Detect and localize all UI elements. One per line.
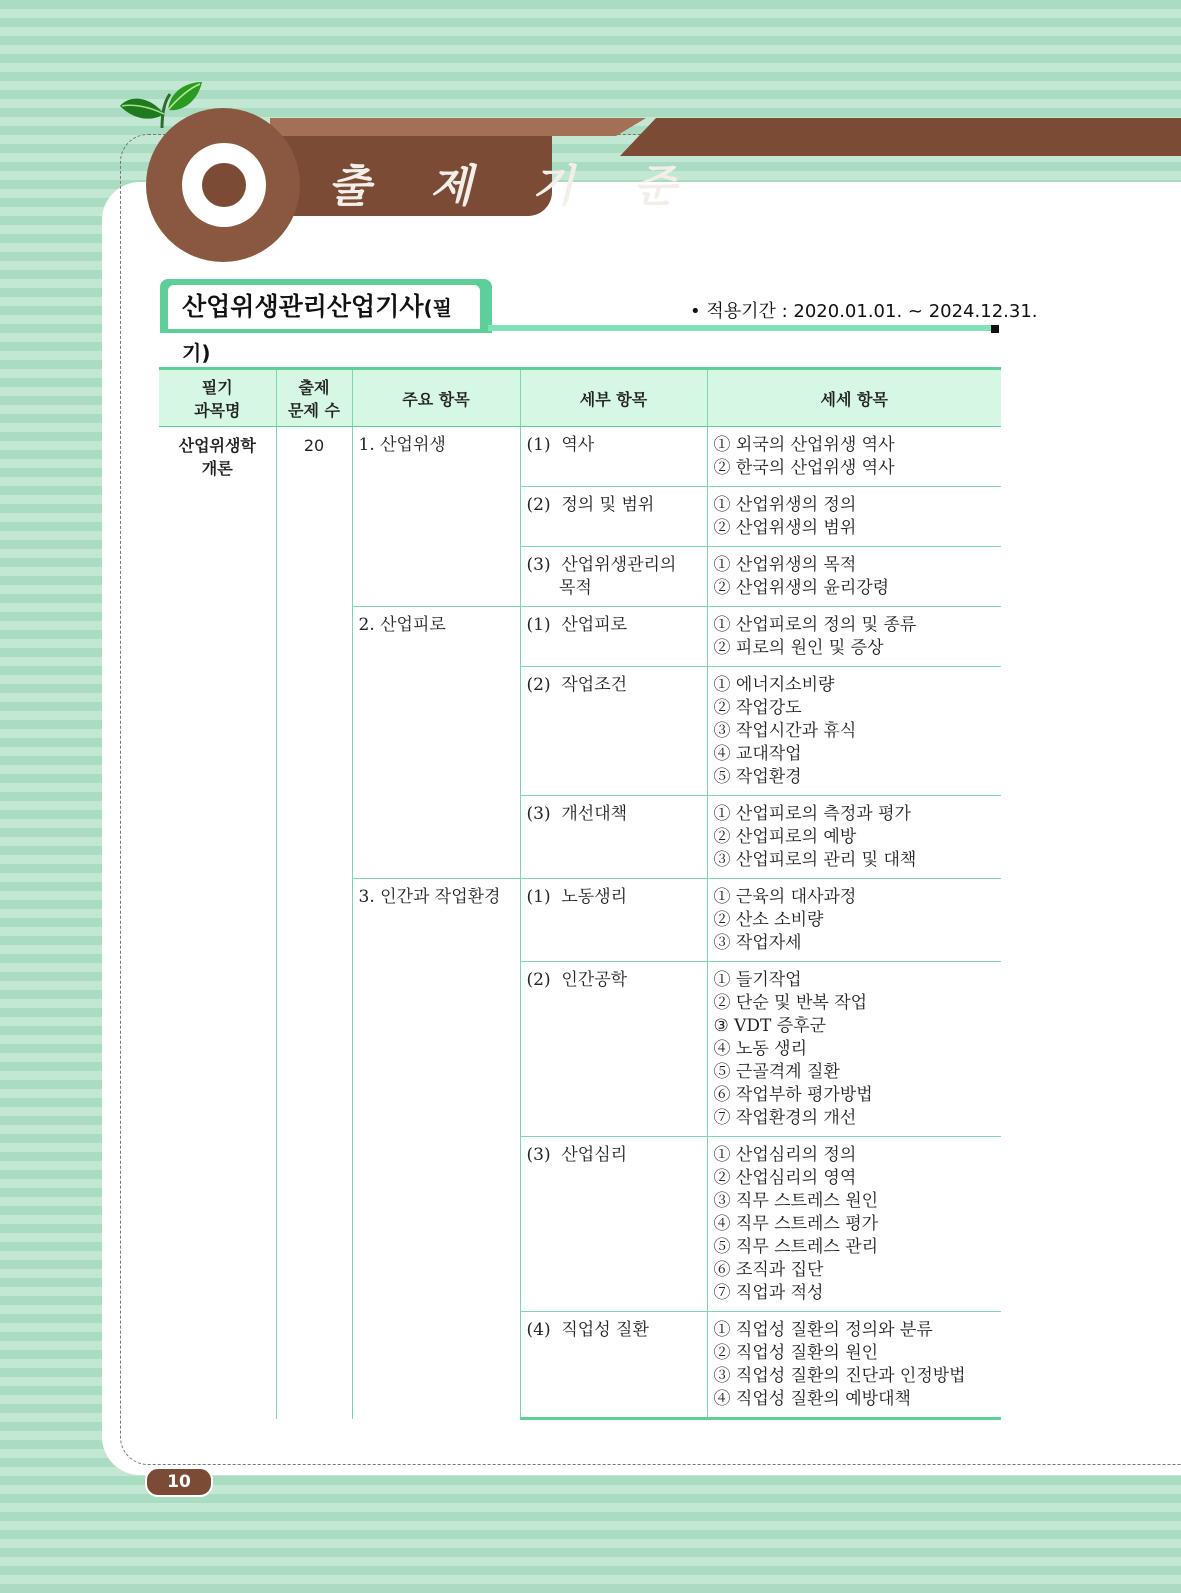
sub-item-cell — [520, 962, 707, 1137]
header-subject: 필기 과목명 — [159, 369, 276, 427]
title-disc-core — [202, 163, 246, 207]
header-bar — [620, 118, 1181, 156]
detail-item: ② 직업성 질환의 원인 — [713, 1343, 879, 1363]
detail-item-cell — [707, 962, 1001, 1137]
subject-name-cell: 산업위생학 개론 — [159, 427, 276, 1419]
sub-item-label: (1) 노동생리 — [526, 887, 628, 907]
header-count: 출제 문제 수 — [276, 369, 352, 427]
table-header-row — [159, 369, 1001, 427]
detail-item: ② 작업강도 — [713, 698, 802, 718]
detail-item: ④ 직업성 질환의 예방대책 — [713, 1389, 911, 1409]
detail-item: ③ VDT 증후군 — [713, 1016, 827, 1036]
detail-item: ④ 직무 스트레스 평가 — [713, 1214, 879, 1234]
main-item-cell: 1. 산업위생 — [352, 427, 520, 607]
sub-item-label: (2) 정의 및 범위 — [526, 495, 655, 515]
header-bar-accent — [270, 118, 646, 136]
detail-item: ⑤ 직무 스트레스 관리 — [713, 1237, 879, 1257]
subject-title — [168, 285, 480, 365]
detail-item: ① 산업피로의 정의 및 종류 — [713, 615, 917, 635]
main-item-cell: 3. 인간과 작업환경 — [352, 879, 520, 1419]
detail-item: ③ 작업시간과 휴식 — [713, 721, 857, 741]
sub-item-label: (3) 산업위생관리의 목적 — [526, 555, 677, 598]
detail-item: ⑤ 근골격계 질환 — [713, 1062, 840, 1082]
subject-underline-end — [991, 325, 999, 333]
sub-item-cell — [520, 607, 707, 667]
detail-item: ③ 직업성 질환의 진단과 인정방법 — [713, 1366, 966, 1386]
detail-item: ③ 직무 스트레스 원인 — [713, 1191, 879, 1211]
detail-item: ① 들기작업 — [713, 970, 802, 990]
detail-item: ② 산업피로의 예방 — [713, 827, 857, 847]
detail-item: ⑦ 작업환경의 개선 — [713, 1108, 857, 1128]
header-main-item: 주요 항목 — [352, 369, 520, 427]
subject-name: 산업위생관리산업기사 — [182, 292, 424, 321]
sub-item-cell — [520, 1312, 707, 1419]
detail-item-cell — [707, 487, 1001, 547]
sub-item-label: (3) 산업심리 — [526, 1145, 628, 1165]
application-period: • 적용기간 : 2020.01.01. ~ 2024.12.31. — [690, 301, 1038, 322]
detail-item: ③ 작업자세 — [713, 933, 802, 953]
sub-item-cell — [520, 879, 707, 962]
detail-item: ② 한국의 산업위생 역사 — [713, 458, 895, 478]
sub-item-cell — [520, 1137, 707, 1312]
detail-item-cell — [707, 1312, 1001, 1419]
detail-item-cell — [707, 796, 1001, 879]
sub-item-label: (3) 개선대책 — [526, 804, 628, 824]
leaf-icon — [118, 80, 204, 132]
detail-item: ① 외국의 산업위생 역사 — [713, 435, 895, 455]
detail-item: ① 산업심리의 정의 — [713, 1145, 857, 1165]
sub-item-cell — [520, 667, 707, 796]
detail-item-cell — [707, 547, 1001, 607]
header-sub-item: 세부 항목 — [520, 369, 707, 427]
detail-item: ② 산소 소비량 — [713, 910, 824, 930]
sub-item-label: (1) 역사 — [526, 435, 595, 455]
detail-item: ③ 산업피로의 관리 및 대책 — [713, 850, 917, 870]
detail-item-cell — [707, 607, 1001, 667]
detail-item: ⑥ 작업부하 평가방법 — [713, 1085, 873, 1105]
detail-item: ② 산업심리의 영역 — [713, 1168, 857, 1188]
sub-item-cell — [520, 796, 707, 879]
detail-item: ② 피로의 원인 및 증상 — [713, 638, 884, 658]
detail-item: ① 에너지소비량 — [713, 675, 835, 695]
detail-item: ⑤ 작업환경 — [713, 767, 802, 787]
table-row — [159, 427, 1001, 487]
sub-item-label: (2) 작업조건 — [526, 675, 628, 695]
detail-item: ⑥ 조직과 집단 — [713, 1260, 824, 1280]
detail-item-cell — [707, 1137, 1001, 1312]
detail-item: ① 산업위생의 목적 — [713, 555, 857, 575]
sub-item-cell — [520, 547, 707, 607]
sub-item-label: (2) 인간공학 — [526, 970, 628, 990]
question-count-cell: 20 — [276, 427, 352, 1419]
detail-item-cell — [707, 879, 1001, 962]
detail-item: ④ 교대작업 — [713, 744, 802, 764]
subject-suffix: (필기) — [182, 296, 452, 365]
detail-item: ② 산업위생의 윤리강령 — [713, 578, 890, 598]
detail-item: ① 산업위생의 정의 — [713, 495, 857, 515]
sub-item-cell — [520, 487, 707, 547]
header-detail-item: 세세 항목 — [707, 369, 1001, 427]
detail-item-cell — [707, 667, 1001, 796]
detail-item: ② 산업위생의 범위 — [713, 518, 857, 538]
detail-item: ⑦ 직업과 적성 — [713, 1283, 824, 1303]
exam-criteria-table — [159, 367, 1001, 1420]
detail-item: ④ 노동 생리 — [713, 1039, 807, 1059]
subject-underline — [488, 325, 998, 331]
detail-item-cell — [707, 427, 1001, 487]
page-title: 출 제 기 준 — [328, 161, 698, 212]
sub-item-label: (4) 직업성 질환 — [526, 1320, 649, 1340]
sub-item-label: (1) 산업피로 — [526, 615, 628, 635]
sub-item-cell — [520, 427, 707, 487]
detail-item: ① 직업성 질환의 정의와 분류 — [713, 1320, 933, 1340]
main-item-cell: 2. 산업피로 — [352, 607, 520, 879]
detail-item: ① 산업피로의 측정과 평가 — [713, 804, 911, 824]
detail-item: ② 단순 및 반복 작업 — [713, 993, 868, 1013]
detail-item: ① 근육의 대사과정 — [713, 887, 857, 907]
page-number: 10 — [145, 1467, 213, 1497]
